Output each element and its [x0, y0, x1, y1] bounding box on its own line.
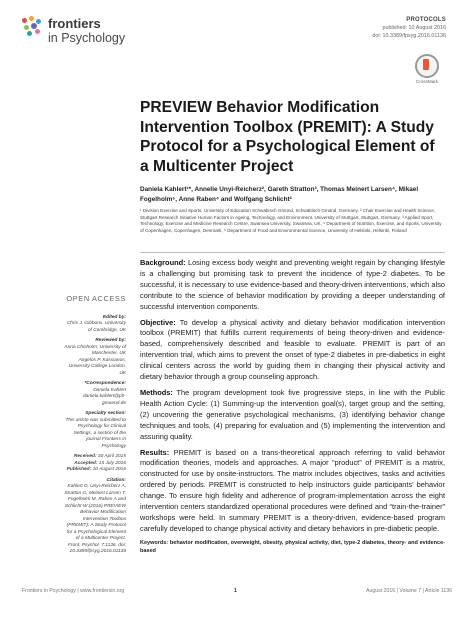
editor: Chris J. Gibbons, University of Cambridge, UK	[66, 321, 126, 333]
journal-logo[interactable]	[22, 16, 162, 52]
objective-paragraph	[140, 318, 445, 383]
journal-name-line2: in Psychology	[48, 31, 126, 45]
reviewed-by-heading: Reviewed by:	[95, 338, 126, 343]
published-label: Published:	[66, 467, 92, 472]
published-date: published: 10 August 2016	[382, 25, 446, 31]
citation-text: Kahlert D, Unyi-Reicherz A, Stratton G, Meinert Larsen T, Fogelholm M, Raben A and Schlicht W (2016) PREVIEW Behavior Modification Intervention Toolbox (PREMIT): A Study Protocol for a Psychological Element of a Multicenter Project. Front. Psychol. 7:1136. doi: 10.3389/fpsyg.2016.01136	[64, 484, 126, 554]
affiliations: ¹ Division Exercise and Sports, University of Education Schwäbisch Gmünd, Schwäbisch Gmünd, Germany, ² Chair Exercise and Health Science, Stuttgart Research Initiative Human Factors in Ageing, Technology, and Environment, University of Stuttgart, Stuttgart, Germany, ³ Applied Sport, Technology, Exercise and Medicine Research Centre, Swansea University, Swansea, UK, ⁴ Department of Nutrition, Exercise, and Sports, University of Copenhagen, Copenhagen, Denmark, ⁵ Department of Food and Environmental Science, University of Helsinki, Helsinki, Finland	[140, 208, 442, 233]
page-number: 1	[234, 588, 237, 594]
open-access-label: OPEN ACCESS	[66, 294, 126, 303]
published-date-sidebar	[62, 467, 126, 474]
received-value: 30 April 2015	[97, 454, 126, 459]
results-paragraph	[140, 448, 445, 535]
reviewer-2: Angelos P. Kassianos, University College London, UK	[68, 357, 126, 376]
correspondence-heading: *Correspondence:	[84, 381, 126, 386]
article-meta	[372, 16, 446, 40]
methods-text: The program development took five progressive steps, in line with the Public Health Action Cycle: (1) Summing-up the intervention goal(s), target group and the setting, (2) uncovering the generative psychological mechanisms, (3) identifying behavior change techniques and tools, (4) preparing for evaluation and (5) implementing the intervention and assuring quality.	[140, 387, 446, 441]
crossmark-label: CrossMark	[415, 79, 439, 84]
article-doi[interactable]: doi: 10.3389/fpsyg.2016.01136	[372, 33, 446, 39]
background-text: Losing excess body weight and preventing weight regain by changing lifestyle is a challenging but promising task to prevent the incidence of type-2 diabetes. To be successful, it is necessary to use evidence-based and theory-driven interventions, which also contribute to the science of behavior modification by providing a deeper understanding of successful intervention components.	[140, 258, 445, 311]
background-label: Background:	[140, 258, 186, 267]
accepted-label: Accepted:	[74, 460, 98, 466]
specialty-heading: Specialty section:	[85, 411, 126, 416]
crossmark-icon	[415, 54, 439, 78]
abstract	[140, 258, 445, 560]
footer-journal-link[interactable]: Frontiers in Psychology | www.frontiersin.org	[22, 588, 125, 594]
journal-name-line1: frontiers	[48, 16, 101, 31]
background-paragraph	[140, 258, 445, 313]
crossmark-badge[interactable]	[414, 54, 440, 84]
article-sidebar	[62, 296, 126, 556]
correspondence-name: Daniela Kahlert	[93, 387, 126, 393]
objective-text: To develop a physical activity and dietary behavior modification intervention toolbox (PREMIT) that fulfills current requirements of being theory-driven and evidence-based, comprehensively described and feasible to evaluate. PREMIT is part of an intervention trial, which aims to prevent the onset of type-2 diabetes in pre-diabetics in eight clinical centers across the world by guiding them in changing their physical activity and dietary behavior through a group counseling approach.	[140, 317, 445, 382]
article-title: PREVIEW Behavior Modification Intervention Toolbox (PREMIT): A Study Protocol for a Psychological Element of a Multicenter Project	[140, 99, 435, 175]
keywords: Keywords: behavior modification, overweight, obesity, physical activity, diet, type-2 diabetes, theory- and evidence-based	[140, 539, 445, 554]
results-text: PREMIT is based on a trans-theoretical approach referring to valid behavior modification theories, models and approaches. A major “product” of PREMIT is a matrix, constructed for use by onsite-instructors. The matrix includes objectives, tasks and activities ordered by periods. PREMIT is constructed to help instructors guide participants’ behavior change. To ensure high fidelity and adherence of program-implementation across the eight intervention centers standardized operational procedures were defined and “train-the-trainer” workshops were held. In summary PREMIT is a theory-driven, evidence-based program carefully developed to change physical activity and dietary behaviors in pre-diabetic people.	[140, 447, 445, 533]
specialty-text: This article was submitted to Psychology for Clinical Settings, a section of the journal Frontiers in Psychology	[65, 417, 126, 449]
published-value: 10 August 2016	[92, 467, 126, 472]
correspondence-email[interactable]: daniela.kahlert@ph-gmuend.de	[82, 394, 126, 406]
frontiers-logo-icon	[22, 16, 44, 38]
methods-label: Methods:	[140, 387, 173, 397]
received-label: Received:	[73, 454, 97, 459]
objective-label: Objective:	[140, 317, 176, 327]
edited-by-heading: Edited by:	[102, 314, 126, 320]
accepted-value: 15 July 2016	[98, 460, 126, 466]
results-label: Results:	[140, 447, 170, 457]
article-type: PROTOCOLS	[406, 17, 446, 23]
methods-paragraph	[140, 388, 445, 443]
footer-volume-info: August 2016 | Volume 7 | Article 1136	[366, 588, 452, 594]
citation-heading: Citation:	[106, 477, 126, 483]
reviewer-1: Anna Chisholm, University of Manchester, UK	[64, 344, 126, 356]
author-list: Daniela Kahlert¹*, Annelie Unyi-Reicherz², Gareth Stratton³, Thomas Meinert Larsen⁴, Mikael Fogelholm⁵, Anne Raben⁴ and Wolfgang Schlicht²	[140, 186, 419, 203]
divider	[140, 252, 445, 253]
